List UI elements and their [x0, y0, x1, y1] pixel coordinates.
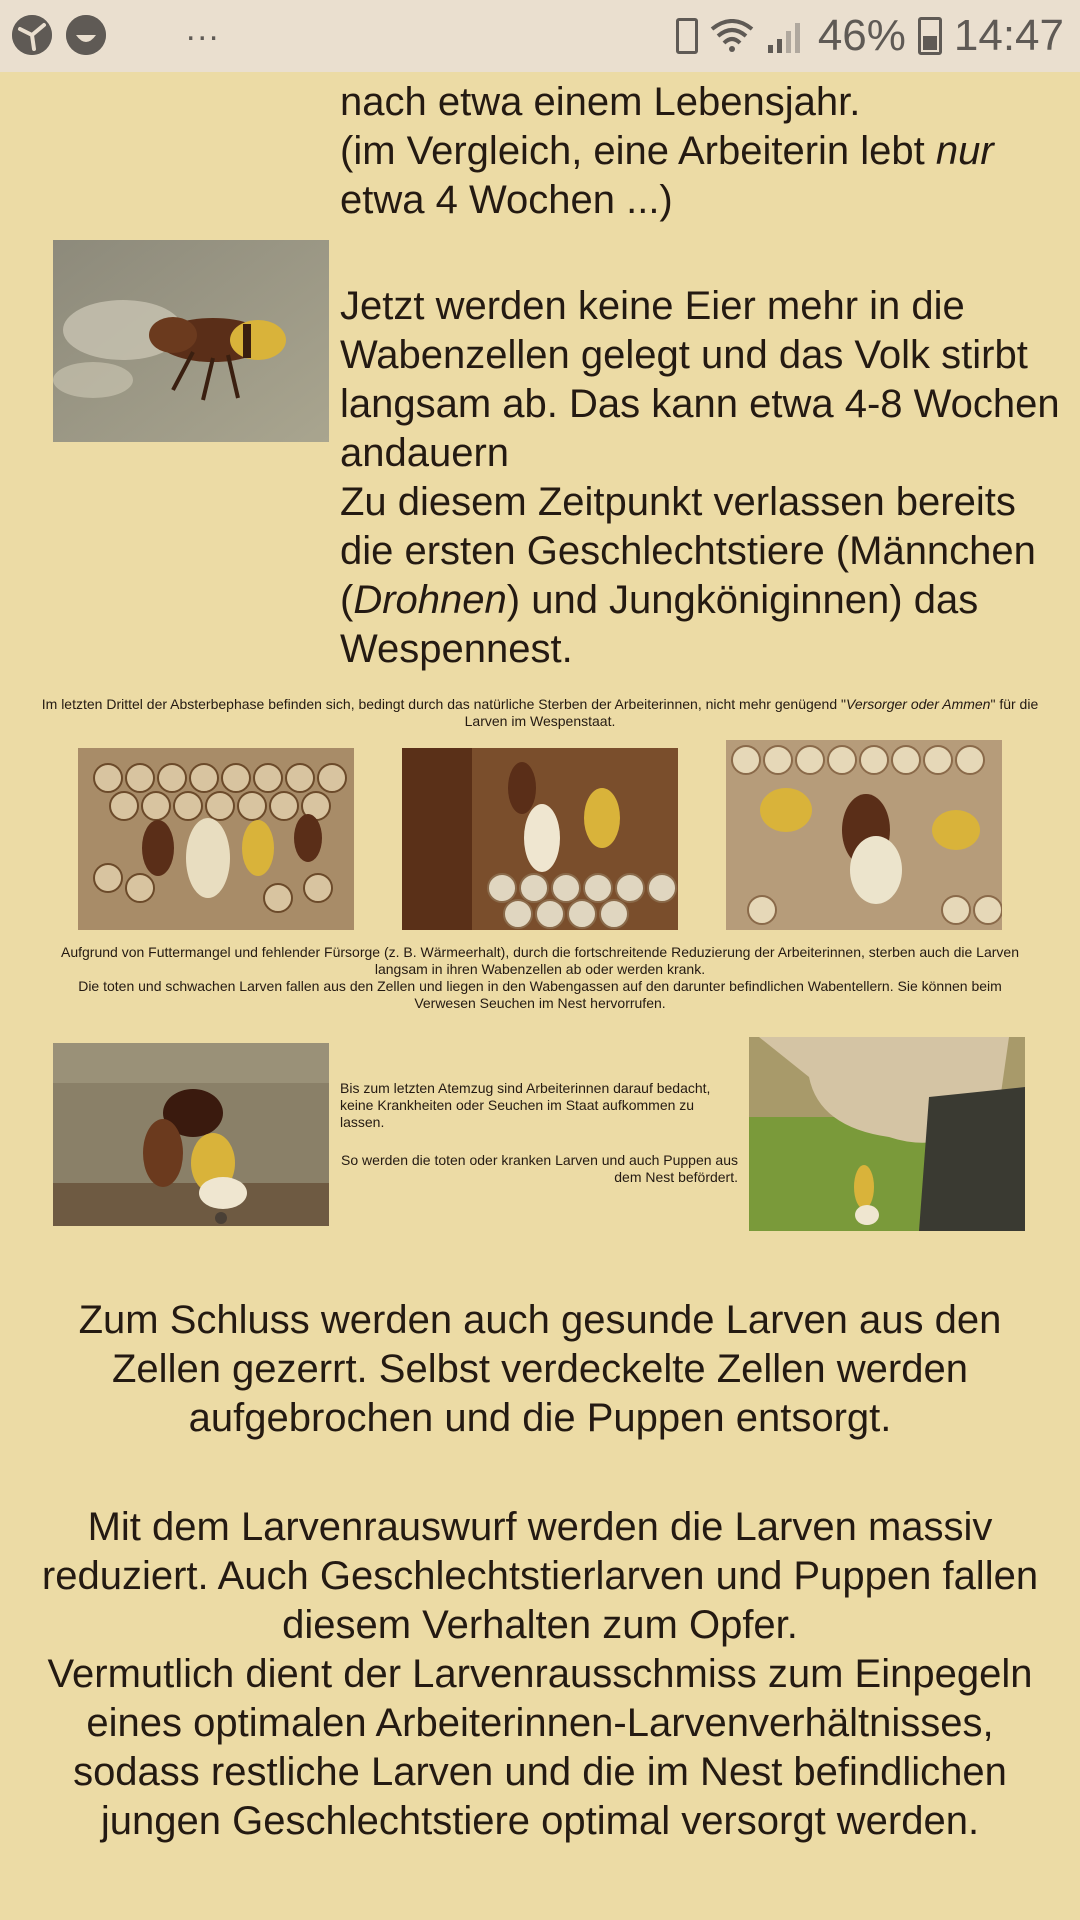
photo-workers-entrance [53, 1043, 329, 1226]
signal-icon [766, 19, 806, 53]
caption-1-text-b: " für die Larven im Wespenstaat. [464, 696, 1039, 729]
caption-futtermangel [60, 944, 1020, 1012]
final-paragraph-2b: Vermutlich dient der Larvenrausschmiss zum Einpegeln eines optimalen Arbeiterinnen-Larvenverhältnisses, sodass restliche Larven und die im Nest befindlichen jungen Geschlechtstiere optimal versorgt werden. [47, 1652, 1033, 1843]
photo-comb-3 [726, 740, 1002, 930]
menu-dots: ... [186, 10, 221, 48]
lifespan-text [340, 78, 1060, 225]
photo-nest-removal [749, 1037, 1025, 1231]
caption-2-line-1: Aufgrund von Futtermangel und fehlender Fürsorge (z. B. Wärmeerhalt), durch die fortschreitende Reduzierung der Arbeiterinnen, sterben auch die Larven langsam in ihren Wabenzellen ab oder werden krank. [61, 944, 1019, 977]
death-para-2 [340, 478, 1060, 674]
mid-text-worker-care: Bis zum letzten Atemzug sind Arbeiterinnen darauf bedacht, keine Krankheiten oder Seuchen im Staat aufkommen zu lassen. [340, 1080, 711, 1130]
caption-absterbephase [40, 696, 1040, 730]
status-right [676, 8, 1064, 64]
death-para-2-emphasis: Drohnen [353, 578, 507, 622]
photo-dead-queen [53, 240, 329, 442]
final-paragraph-2a: Mit dem Larvenrauswurf werden die Larven massiv reduziert. Auch Geschlechtstierlarven und Puppen fallen diesem Verhalten zum Opfer. [41, 1505, 1039, 1647]
death-phase-text [340, 282, 1060, 674]
lifespan-line-2-emphasis: nur [935, 129, 994, 173]
status-bar [0, 0, 1080, 72]
mid-text-removal: So werden die toten oder kranken Larven und auch Puppen aus dem Nest befördert. [341, 1152, 738, 1185]
photo-comb-1 [78, 748, 354, 930]
wifi-icon [710, 19, 754, 53]
caption-1-text-a: Im letzten Drittel der Absterbephase befinden sich, bedingt durch das natürliche Sterben der Arbeiterinnen, nicht mehr genügend " [41, 696, 846, 712]
clock: 14:47 [953, 11, 1064, 60]
battery-icon [918, 17, 942, 55]
death-para-2-text-a: Zu diesem Zeitpunkt verlassen bereits die ersten Geschlechtstiere (Männchen ( [340, 480, 1036, 622]
lifespan-line-1: nach etwa einem Lebensjahr. [340, 80, 861, 124]
lifespan-line-2-text: (im Vergleich, eine Arbeiterin lebt [340, 129, 936, 173]
photo-comb-2 [402, 748, 678, 930]
death-para-1: Jetzt werden keine Eier mehr in die Wabenzellen gelegt und das Volk stirbt langsam ab. Das kann etwa 4-8 Wochen andauern [340, 284, 1060, 475]
emoji-icon [66, 15, 106, 55]
lifespan-line-3: etwa 4 Wochen ...) [340, 178, 673, 222]
death-para-2-text-b: ) und Jungköniginnen) das Wespennest. [340, 578, 979, 671]
recycle-battery-icon [676, 18, 698, 54]
final-paragraph-1: Zum Schluss werden auch gesunde Larven aus den Zellen gezerrt. Selbst verdeckelte Zellen werden aufgebrochen und die Puppen entsorgt. [78, 1298, 1002, 1440]
lifespan-line-2 [340, 127, 1060, 176]
final-paragraph-2 [40, 1503, 1040, 1846]
caption-2-line-2: Die toten und schwachen Larven fallen aus den Zellen und liegen in den Wabengassen auf den darunter befindlichen Wabentellern. Sie können beim Verwesen Seuchen im Nest hervorrufen. [78, 978, 1002, 1011]
caption-1-emphasis: Versorger oder Ammen [846, 696, 991, 712]
settings-dial-icon [12, 15, 52, 55]
battery-percent: 46% [817, 11, 906, 60]
